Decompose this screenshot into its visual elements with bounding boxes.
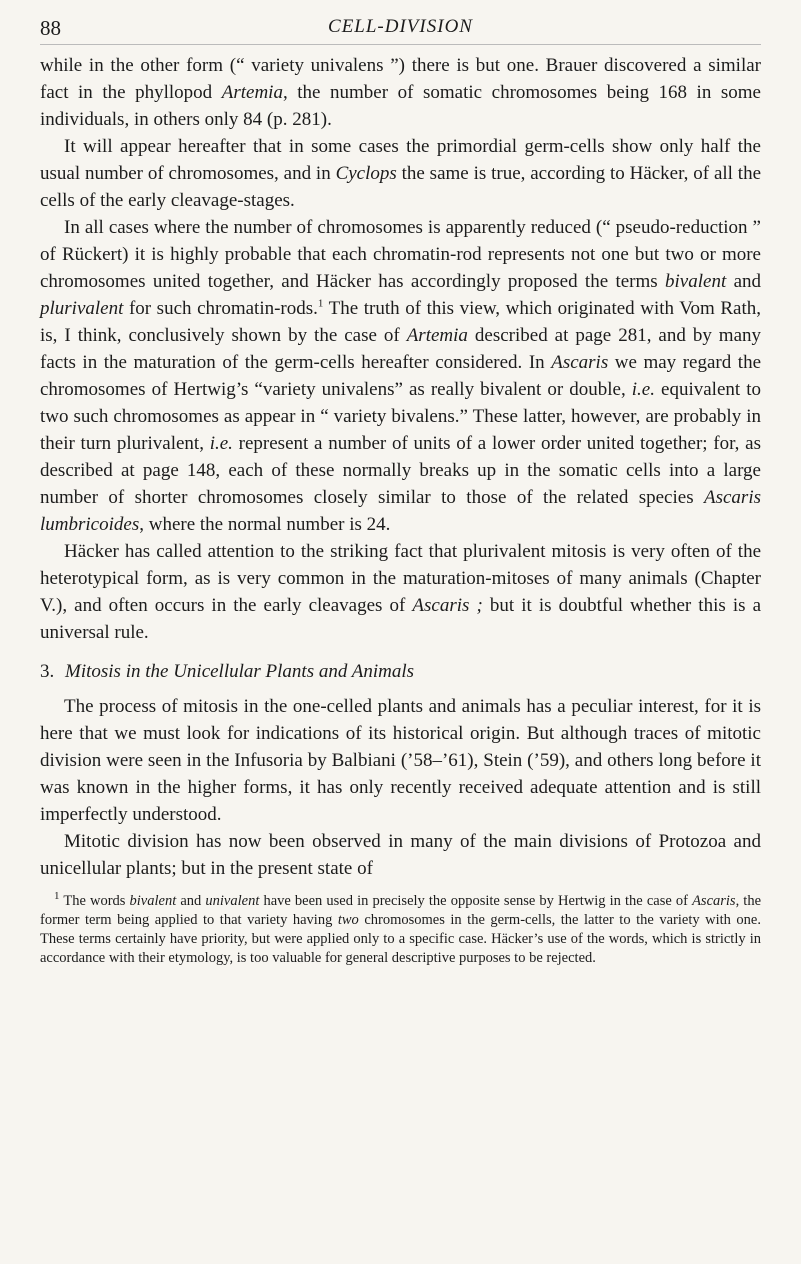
italic-text: Artemia xyxy=(221,82,283,103)
paragraph xyxy=(40,693,761,828)
footnote-marker: 1 xyxy=(54,890,60,903)
italic-text: i.e. xyxy=(631,379,655,400)
italic-text: plurivalent xyxy=(40,298,124,319)
italic-text: two xyxy=(337,912,359,928)
footnote-marker: 1 xyxy=(317,297,324,310)
section-heading xyxy=(40,658,761,685)
text-run: while in the other form (“ variety univalens ”) there is but one. Brauer discovered a similar fact in the phyllopod xyxy=(40,55,761,103)
text-run: In all cases where the number of chromosomes is apparently reduced (“ pseudo-reduction ” of Rückert) it is highly probable that each chromatin-rod represents not one but two or more chromosomes united together, and Häcker has accordingly proposed the terms xyxy=(40,217,761,292)
text-run: described at page 281, and by many facts in the maturation of the germ-cells hereafter considered. In xyxy=(40,325,762,373)
body-text xyxy=(40,52,761,968)
text-run: , where the normal number is 24. xyxy=(139,514,391,535)
italic-text: Ascaris xyxy=(551,352,609,373)
page-number: 88 xyxy=(40,16,61,40)
footnote xyxy=(40,892,761,968)
paragraph xyxy=(40,52,761,133)
paragraphs-top xyxy=(40,52,761,646)
text-run: Häcker has called attention to the striking fact that plurivalent mitosis is very often of the heterotypical form, as is very common in the maturation-mitoses of many animals (Chapter V.), and often occurs in the early cleavages of xyxy=(40,541,761,616)
italic-text: univalent xyxy=(205,893,260,909)
text-run: Mitotic division has now been observed in many of the main divisions of Protozoa and unicellular plants; but in the present state of xyxy=(40,831,761,879)
text-run: and xyxy=(726,271,762,292)
italic-text: bivalent xyxy=(129,893,177,909)
paragraphs-bottom xyxy=(40,693,761,882)
section-title: Mitosis in the Unicellular Plants and Animals xyxy=(65,661,415,682)
text-run: The words xyxy=(59,893,130,909)
text-run: and xyxy=(176,893,206,909)
paragraph xyxy=(40,214,761,538)
text-run: the same is true, according to Häcker, of all the cells of the early cleavage-stages. xyxy=(40,163,762,211)
section-number: 3. xyxy=(40,661,55,682)
text-run: , the number of somatic chromosomes being 168 in some individuals, in others only 84 (p. 281). xyxy=(40,82,761,130)
text-run: , the former term being applied to that variety having xyxy=(40,893,762,928)
italic-text: i.e. xyxy=(209,433,233,454)
italic-text: Ascaris xyxy=(692,893,736,909)
italic-text: Ascaris ; xyxy=(412,595,483,616)
paragraph xyxy=(40,828,761,882)
italic-text: Artemia xyxy=(406,325,468,346)
text-run: equivalent to two such chromosomes as appear in “ variety bivalens.” These latter, however, are probably in their turn plurivalent, xyxy=(40,379,761,454)
text-run: chromosomes in the germ-cells, the latter to the variety with one. These terms certainly have priority, but were applied only to a specific case. Häcker’s use of the words, which is strictly in accordance with their etymology, is too valuable for general descriptive purposes to be rejected. xyxy=(40,912,761,966)
text-run: The truth of this view, which originated with Vom Rath, is, I think, conclusively shown by the case of xyxy=(40,298,761,346)
text-run: but it is doubtful whether this is a universal rule. xyxy=(40,595,761,643)
paragraph xyxy=(40,133,761,214)
italic-text: Cyclops xyxy=(335,163,397,184)
italic-text: bivalent xyxy=(665,271,727,292)
text-run: It will appear hereafter that in some cases the primordial germ-cells show only half the usual number of chromosomes, and in xyxy=(40,136,761,184)
text-run: represent a number of units of a lower order united together; for, as described at page 148, each of these normally breaks up in the somatic cells into a large number of shorter chromosomes closely similar to those of the related species xyxy=(40,433,761,508)
running-head: CELL-DIVISION xyxy=(328,16,473,37)
text-run: we may regard the chromosomes of Hertwig’s “variety univalens” as really bivalent or double, xyxy=(40,352,761,400)
paragraph xyxy=(40,538,761,646)
italic-text: Ascaris lumbricoides xyxy=(40,487,761,535)
text-run: The process of mitosis in the one-celled plants and animals has a peculiar interest, for it is here that we must look for indications of its historical origin. But although traces of mitotic division were seen in the Infusoria by Balbiani (’58–’61), Stein (’59), and others long before it was known in the higher forms, it has only recently received adequate attention and is still imperfectly understood. xyxy=(40,696,761,825)
text-run: have been used in precisely the opposite sense by Hertwig in the case of xyxy=(259,893,693,909)
page-header xyxy=(40,14,761,45)
text-run: for such chromatin-rods. xyxy=(123,298,318,319)
